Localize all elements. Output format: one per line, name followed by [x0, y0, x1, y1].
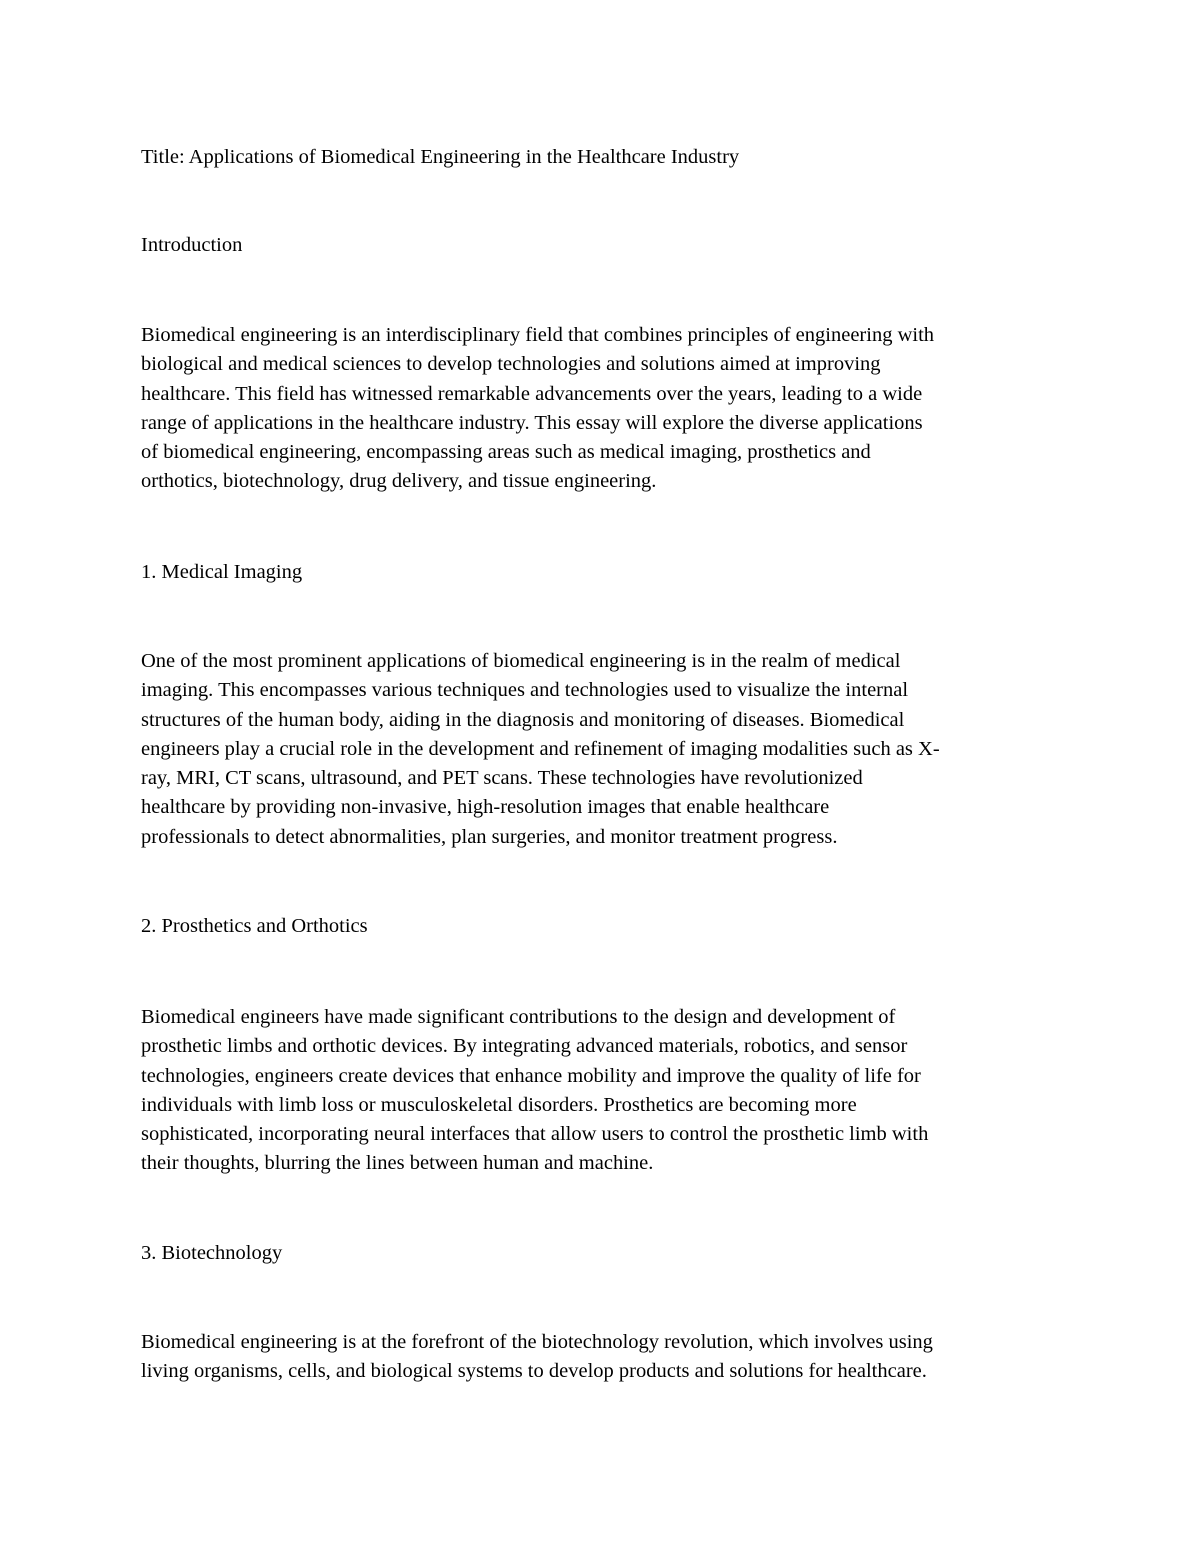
paragraph-line: living organisms, cells, and biological systems to develop products and solutions for healthcare. [141, 1360, 927, 1383]
paragraph-line: prosthetic limbs and orthotic devices. By integrating advanced materials, robotics, and sensor [141, 1035, 908, 1058]
document-title: Title: Applications of Biomedical Engineering in the Healthcare Industry [141, 146, 740, 168]
paragraph-line: their thoughts, blurring the lines between human and machine. [141, 1152, 654, 1175]
prosthetics-paragraph [141, 1003, 1066, 1179]
paragraph-line: healthcare by providing non-invasive, high-resolution images that enable healthcare [141, 796, 830, 819]
intro-paragraph [141, 321, 1066, 497]
medical-imaging-paragraph [141, 647, 1066, 852]
section-heading-medical-imaging: 1. Medical Imaging [141, 561, 303, 583]
paragraph-line: Biomedical engineering is an interdisciplinary field that combines principles of engineering with [141, 324, 935, 346]
biotechnology-paragraph [141, 1328, 1066, 1387]
intro-heading: Introduction [141, 234, 243, 256]
section-heading-biotechnology: 3. Biotechnology [141, 1242, 283, 1264]
paragraph-line: orthotics, biotechnology, drug delivery, and tissue engineering. [141, 470, 657, 493]
paragraph-line: sophisticated, incorporating neural interfaces that allow users to control the prosthetic limb with [141, 1123, 929, 1146]
paragraph-line: ray, MRI, CT scans, ultrasound, and PET scans. These technologies have revolutionized [141, 767, 863, 790]
paragraph-line: of biomedical engineering, encompassing areas such as medical imaging, prosthetics and [141, 441, 871, 464]
section-heading-prosthetics: 2. Prosthetics and Orthotics [141, 915, 368, 937]
paragraph-line: One of the most prominent applications of biomedical engineering is in the realm of medical [141, 650, 901, 672]
paragraph-line: professionals to detect abnormalities, plan surgeries, and monitor treatment progress. [141, 825, 838, 848]
paragraph-line: technologies, engineers create devices that enhance mobility and improve the quality of life for [141, 1064, 921, 1087]
paragraph-line: engineers play a crucial role in the development and refinement of imaging modalities such as X- [141, 737, 940, 760]
paragraph-line: healthcare. This field has witnessed remarkable advancements over the years, leading to a wide [141, 382, 923, 405]
paragraph-line: range of applications in the healthcare industry. This essay will explore the diverse applications [141, 411, 923, 434]
paragraph-line: structures of the human body, aiding in the diagnosis and monitoring of diseases. Biomedical [141, 708, 905, 731]
paragraph-line: imaging. This encompasses various techniques and technologies used to visualize the internal [141, 679, 909, 702]
paragraph-line: Biomedical engineers have made significant contributions to the design and development of [141, 1006, 896, 1028]
paragraph-line: Biomedical engineering is at the forefront of the biotechnology revolution, which involves using [141, 1331, 933, 1353]
paragraph-line: biological and medical sciences to develop technologies and solutions aimed at improving [141, 353, 881, 376]
paragraph-line: individuals with limb loss or musculoskeletal disorders. Prosthetics are becoming more [141, 1093, 857, 1116]
